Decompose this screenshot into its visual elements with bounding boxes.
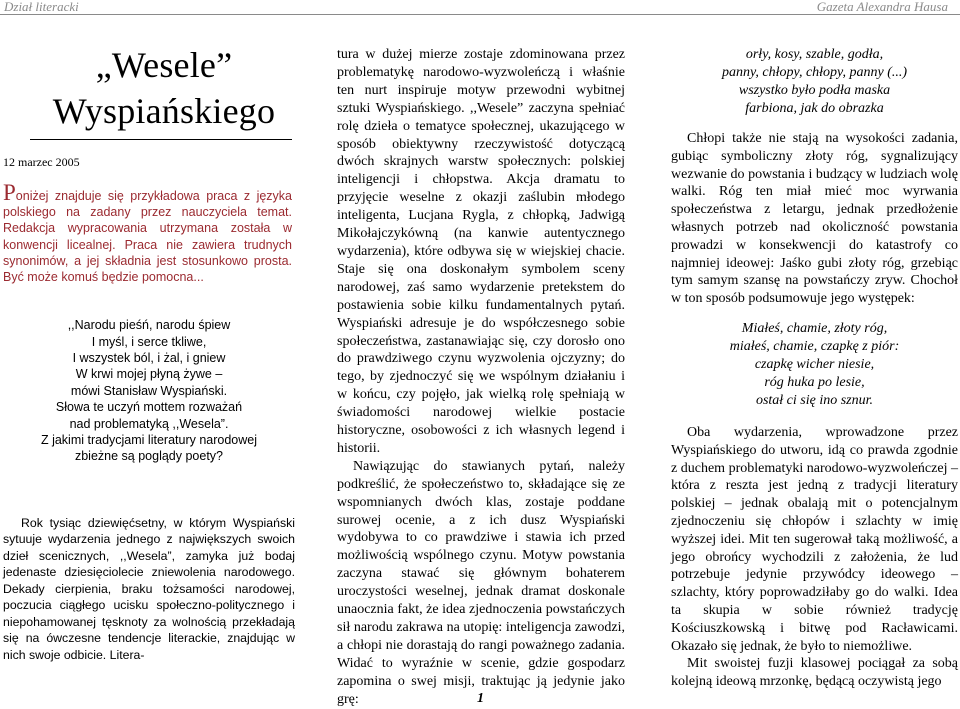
poem-line: orły, kosy, szable, godła, <box>745 47 884 62</box>
quote-line: I myśl, i serce tkliwe, <box>91 334 207 349</box>
intro-text: oniżej znajduje się przykładowa praca z języka polskiego na zadany przez nauczyciela temat. Redakcja wypracowania utrzymana została w konwencji licealnej. Praca nie zawiera trudnych synonimów, a jej składnia jest stosunkowo prosta. Być może komuś będzie pomocna... <box>3 189 292 285</box>
poem-line: róg huka po lesie, <box>764 374 865 390</box>
quote-line: I wszystek ból, i żal, i gniew <box>72 351 226 366</box>
quote-line: ,,Narodu pieśń, narodu śpiew <box>67 318 231 333</box>
poem-excerpt-1 <box>671 46 958 118</box>
title-line-2: Wyspiańskiego <box>52 91 276 131</box>
poem-excerpt-2 <box>671 320 958 410</box>
column-3 <box>671 46 958 691</box>
poem-line: farbiona, jak do obrazka <box>745 101 884 116</box>
article-title <box>30 42 298 134</box>
column-2-text <box>337 46 625 709</box>
title-rule <box>30 139 292 140</box>
intro-paragraph <box>3 180 292 285</box>
section-header: Dział literacki <box>4 0 79 14</box>
poem-line: panny, chłopy, chłopy, panny (...) <box>721 65 908 80</box>
article-date: 12 marzec 2005 <box>3 155 80 169</box>
quote-line: Słowa te uczyń mottem rozważań <box>55 400 243 415</box>
header-rule <box>0 14 960 15</box>
essay-paragraph-3: Nawiązując do stawianych pytań, należy podkreślić, że społeczeństwo to, składające się ze wspomnianych dwóch klas, zostaje poddane surowej ocenie, a z ich dusz Wyspiański wydobywa to co prawdziwe i stawia ich przed możliwością wspólnego czynu. Motyw powstania zaczyna stawać się głównym bohaterem uroczystości weselnej, jednak dramat doskonale unaocznia fakt, że idea zjednoczenia powstańczych sił narodu zakrawa na utopię: inteligencja zawodzi, a chłopi nie dorastają do rangi poważnego zadania. Widać to wyraźnie w scenie, gdzie gospodarz zapomina o swej misji, traktując ją jedynie jako grę: <box>337 458 625 707</box>
intro-dropcap: P <box>3 180 16 205</box>
column-2 <box>337 20 625 709</box>
quote-line: nad problematyką ,,Wesela”. <box>69 416 229 431</box>
column-1 <box>0 20 298 663</box>
poem-line: miałeś, chamie, czapkę z piór: <box>729 338 900 354</box>
essay-paragraph-1: Rok tysiąc dziewięćsetny, w którym Wyspiański sytuuje wydarzenia jednego z największych swoich dzieł scenicznych, ,,Wesela”, zamyka już bodaj jedenaste dziesięciolecie zniewolenia narodowego. Dekady cierpienia, braku tożsamości narodowej, poczucia ciągłego ucisku społeczno-politycznego i niepohamowanej tęsknoty za wolnością przekładają się na ówczesne tendencje literackie, znajdując w nich swoje odbicie. Litera- <box>3 515 295 662</box>
essay-paragraph-6: Mit swoistej fuzji klasowej pociągał za sobą kolejną ideową mrzonkę, będącą oczywistą jego <box>671 656 958 690</box>
essay-paragraph-2: tura w dużej mierze zostaje zdominowana przez problematykę narodowo-wyzwoleńczą i właśnie ten nurt inspiruje motyw przewodni wybitnej sztuki Wyspiańskiego. ,,Wesele” zaczyna spełniać rolę dzieła o tematyce społecznej, ukazującego w sposób obiektywny rzeczywistość dotyczącą dwóch skrajnych warstw społecznych: polskiej inteligencji i chłopstwa. Akcja dramatu to przyjęcie weselne z okazji zaślubin młodego inteligenta, Lucjana Rygla, z chłopką, Jadwigą Mikołajczykówną (na kanwie autentycznego wydarzenia), które odbywa się w wiejskiej chacie. Staje się ona doskonałym symbolem sceny narodowej, zaś samo wydarzenie pretekstem do postawienia sobie kilku fundamentalnych pytań. Wyspiański adresuje je do współczesnego sobie społeczeństwa, zastanawiając się, czy dorosło ono do prawdziwego czynu wyzwolenia ojczyzny; do tego, by zjednoczyć się we wspólnym działaniu i w końcu, czy pojęło, jak wielką rolę spełniają w świadomości narodowej wielkie postacie historyczne, osobowości z ich własnych legend i historii. <box>337 47 625 456</box>
poem-line: Miałeś, chamie, złoty róg, <box>741 320 888 336</box>
motto-quote <box>0 317 298 465</box>
essay-paragraph-4: Chłopi także nie stają na wysokości zadania, gubiąc symboliczny złoty róg, sygnalizujący wezwanie do powstania i budzący w ludziach wolę walki. Róg ten miał mieć moc wyrwania społeczeństwa z letargu, jednak przedłożenie własnych potrzeb nad okoliczność powstania prowadzi w konsekwencji do katastrofy co najmniej ideowej: Jaśko gubi złoty róg, grzebiąc tym samym szansę na powstańczy zryw. Chochoł w ton sposób podsumowuje jego występek: <box>671 131 958 307</box>
quote-line: zbieżne są poglądy poety? <box>74 449 224 464</box>
publication-header: Gazeta Alexandra Hausa <box>816 0 948 14</box>
poem-line: wszystko było podła maska <box>738 83 891 98</box>
poem-line: czapkę wicher niesie, <box>754 356 875 372</box>
poem-line: ostał ci się ino sznur. <box>755 392 874 408</box>
quote-line: Z jakimi tradycjami literatury narodowej <box>40 433 258 448</box>
quote-line: mówi Stanisław Wyspiański. <box>70 383 228 398</box>
essay-paragraph-5: Oba wydarzenia, wprowadzone przez Wyspiańskiego do utworu, idą co prawda zgodnie z duchem problematyki narodowo-wyzwoleńczej – która z reszta jest jedną z tradycji literatury polskiej – jednak obalają mit o potencjalnym zjednoczeniu się chłopów i szlachty w imię wyższej idei. Mit ten sugerował taką możliwość, a jego obrońcy wychodzili z założenia, że lud potrzebuje jedynie przywódcy ideowego – szlachty, który poprowadziłaby go do walki. Idea ta skupia w sobie również tradycję Kościuszkowską i bitwę pod Racławicami. Okazało się jednak, że było to niemożliwe. <box>671 424 958 654</box>
page-number: 1 <box>477 691 484 706</box>
title-line-1: „Wesele” <box>95 45 233 85</box>
quote-line: W krwi mojej płyną żywe – <box>75 367 223 382</box>
